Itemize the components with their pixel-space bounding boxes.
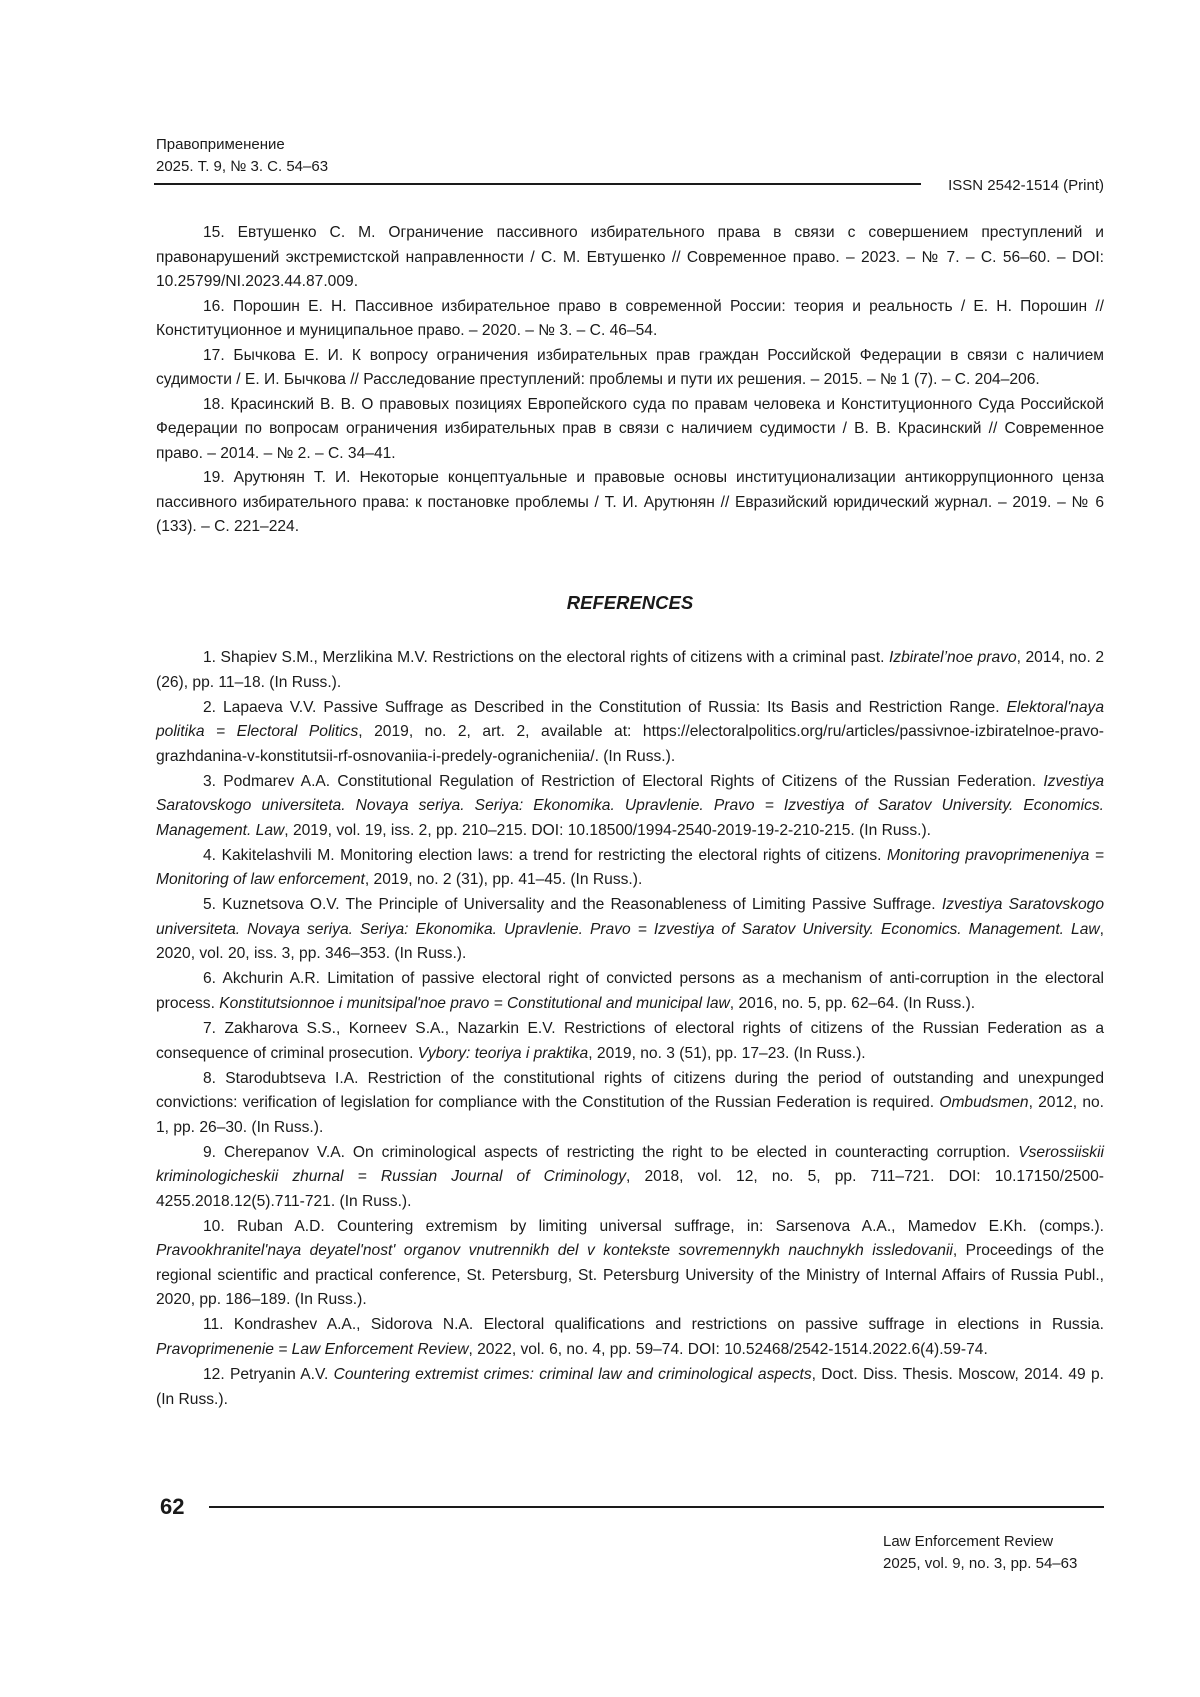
list-item: 5. Kuznetsova O.V. The Principle of Universality and the Reasonableness of Limiting Passive Suffrage. Izvestiya Saratovskogo universiteta. Novaya seriya. Seriya: Ekonomika. Upravlenie. Pravo = Izvestiya of Saratov University. Economics. Management. Law, 2020, vol. 20, iss. 3, pp. 346–353. (In Russ.). bbox=[156, 896, 1104, 963]
list-item: 11. Kondrashev A.A., Sidorova N.A. Electoral qualifications and restrictions on passive suffrage in elections in Russia. Pravoprimenenie = Law Enforcement Review, 2022, vol. 6, no. 4, pp. 59–74. DOI: 10.52468/2542-1514.2022.6(4).59-74. bbox=[156, 1316, 1104, 1358]
list-item: 15. Евтушенко С. М. Ограничение пассивного избирательного права в связи с совершением преступлений и правонарушений экстремистской направленности / С. М. Евтушенко // Современное право. – 2023. – № 7. – С. 56–60. – DOI: 10.25799/NI.2023.44.87.009. bbox=[156, 224, 1104, 290]
footer-rule bbox=[209, 1506, 1104, 1508]
references-heading: REFERENCES bbox=[566, 592, 694, 613]
en-reference-list bbox=[156, 646, 1104, 1413]
header-rule bbox=[154, 183, 921, 185]
issue-citation-en: 2025, vol. 9, no. 3, pp. 54–63 bbox=[883, 1555, 1078, 1572]
issue-citation-ru: 2025. Т. 9, № 3. С. 54–63 bbox=[156, 158, 329, 175]
list-item: 2. Lapaeva V.V. Passive Suffrage as Described in the Constitution of Russia: Its Basis and Restriction Range. Elektoral'naya politika = Electoral Politics, 2019, no. 2, art. 2, available at: https://electoralpolitics.org/ru/articles/passivnoe-izbiratelnoe-pravo-grazhdanina-v-konstitutsii-rf-osnovaniia-i-predely-ogranicheniia/. (In Russ.). bbox=[156, 698, 1104, 765]
list-item: 19. Арутюнян Т. И. Некоторые концептуальные и правовые основы институционализации антикоррупционного ценза пассивного избирательного права: к постановке проблемы / Т. И. Арутюнян // Евразийский юридический журнал. – 2019. – № 6 (133). – С. 221–224. bbox=[156, 469, 1104, 535]
page-number: 62 bbox=[160, 1494, 185, 1519]
list-item: 9. Cherepanov V.A. On criminological aspects of restricting the right to be elected in counteracting corruption. Vserossiiskii kriminologicheskii zhurnal = Russian Journal of Criminology, 2018, vol. 12, no. 5, pp. 711–721. DOI: 10.17150/2500-4255.2018.12(5).711-721. (In Russ.). bbox=[156, 1143, 1105, 1210]
list-item: 1. Shapiev S.M., Merzlikina M.V. Restrictions on the electoral rights of citizens with a criminal past. Izbiratel’noe pravo, 2014, no. 2 (26), pp. 11–18. (In Russ.). bbox=[156, 649, 1105, 691]
ru-reference-list bbox=[156, 221, 1104, 540]
list-item: 17. Бычкова Е. И. К вопросу ограничения избирательных прав граждан Российской Федерации в связи с наличием судимости / Е. И. Бычкова // Расследование преступлений: проблемы и пути их решения. – 2015. – № 1 (7). – С. 204–206. bbox=[156, 346, 1104, 388]
list-item: 3. Podmarev A.A. Constitutional Regulation of Restriction of Electoral Rights of Citizens of the Russian Federation. Izvestiya Saratovskogo universiteta. Novaya seriya. Seriya: Ekonomika. Upravlenie. Pravo = Izvestiya of Saratov University. Economics. Management. Law, 2019, vol. 19, iss. 2, pp. 210–215. DOI: 10.18500/1994-2540-2019-19-2-210-215. (In Russ.). bbox=[156, 772, 1104, 839]
list-item: 8. Starodubtseva I.A. Restriction of the constitutional rights of citizens during the period of outstanding and unexpunged convictions: verification of legislation for compliance with the Constitution of the Russian Federation is required. Ombudsmen, 2012, no. 1, pp. 26–30. (In Russ.). bbox=[156, 1069, 1104, 1136]
journal-name-ru: Правоприменение bbox=[156, 136, 285, 153]
list-item: 6. Akchurin A.R. Limitation of passive electoral right of convicted persons as a mechanism of anti-corruption in the electoral process. Konstitutsionnoe i munitsipal'noe pravo = Constitutional and municipal law, 2016, no. 5, pp. 62–64. (In Russ.). bbox=[156, 970, 1104, 1012]
list-item: 18. Красинский В. В. О правовых позициях Европейского суда по правам человека и Конституционного Суда Российской Федерации по вопросам ограничения избирательных прав в связи с наличием судимости / В. В. Красинский // Современное право. – 2014. – № 2. – С. 34–41. bbox=[156, 395, 1104, 462]
issn-label: ISSN 2542-1514 (Print) bbox=[948, 177, 1104, 194]
list-item: 7. Zakharova S.S., Korneev S.A., Nazarkin E.V. Restrictions of electoral rights of citizens of the Russian Federation as a consequence of criminal prosecution. Vybory: teoriya i praktika, 2019, no. 3 (51), pp. 17–23. (In Russ.). bbox=[156, 1020, 1104, 1062]
list-item: 12. Petryanin A.V. Countering extremist crimes: criminal law and criminological aspects, Doct. Diss. Thesis. Moscow, 2014. 49 p. (In Russ.). bbox=[156, 1366, 1104, 1408]
journal-name-en: Law Enforcement Review bbox=[883, 1533, 1054, 1550]
running-footer bbox=[883, 1531, 1077, 1575]
running-header bbox=[156, 134, 328, 178]
list-item: 16. Порошин Е. Н. Пассивное избирательное право в современной России: теория и реальность / Е. Н. Порошин // Конституционное и муниципальное право. – 2020. – № 3. – С. 46–54. bbox=[156, 297, 1104, 339]
list-item: 10. Ruban A.D. Countering extremism by limiting universal suffrage, in: Sarsenova A.A., Mamedov E.Kh. (comps.). Pravookhranitel'naya deyatel'nost' organov vnutrennikh del v kontekste sovremennykh nauchnykh issledovanii, Proceedings of the regional scientific and practical conference, St. Petersburg, St. Petersburg University of the Ministry of Internal Affairs of Russia Publ., 2020, pp. 186–189. (In Russ.). bbox=[156, 1217, 1104, 1309]
list-item: 4. Kakitelashvili M. Monitoring election laws: a trend for restricting the electoral rights of citizens. Monitoring pravoprimeneniya = Monitoring of law enforcement, 2019, no. 2 (31), pp. 41–45. (In Russ.). bbox=[156, 846, 1104, 889]
